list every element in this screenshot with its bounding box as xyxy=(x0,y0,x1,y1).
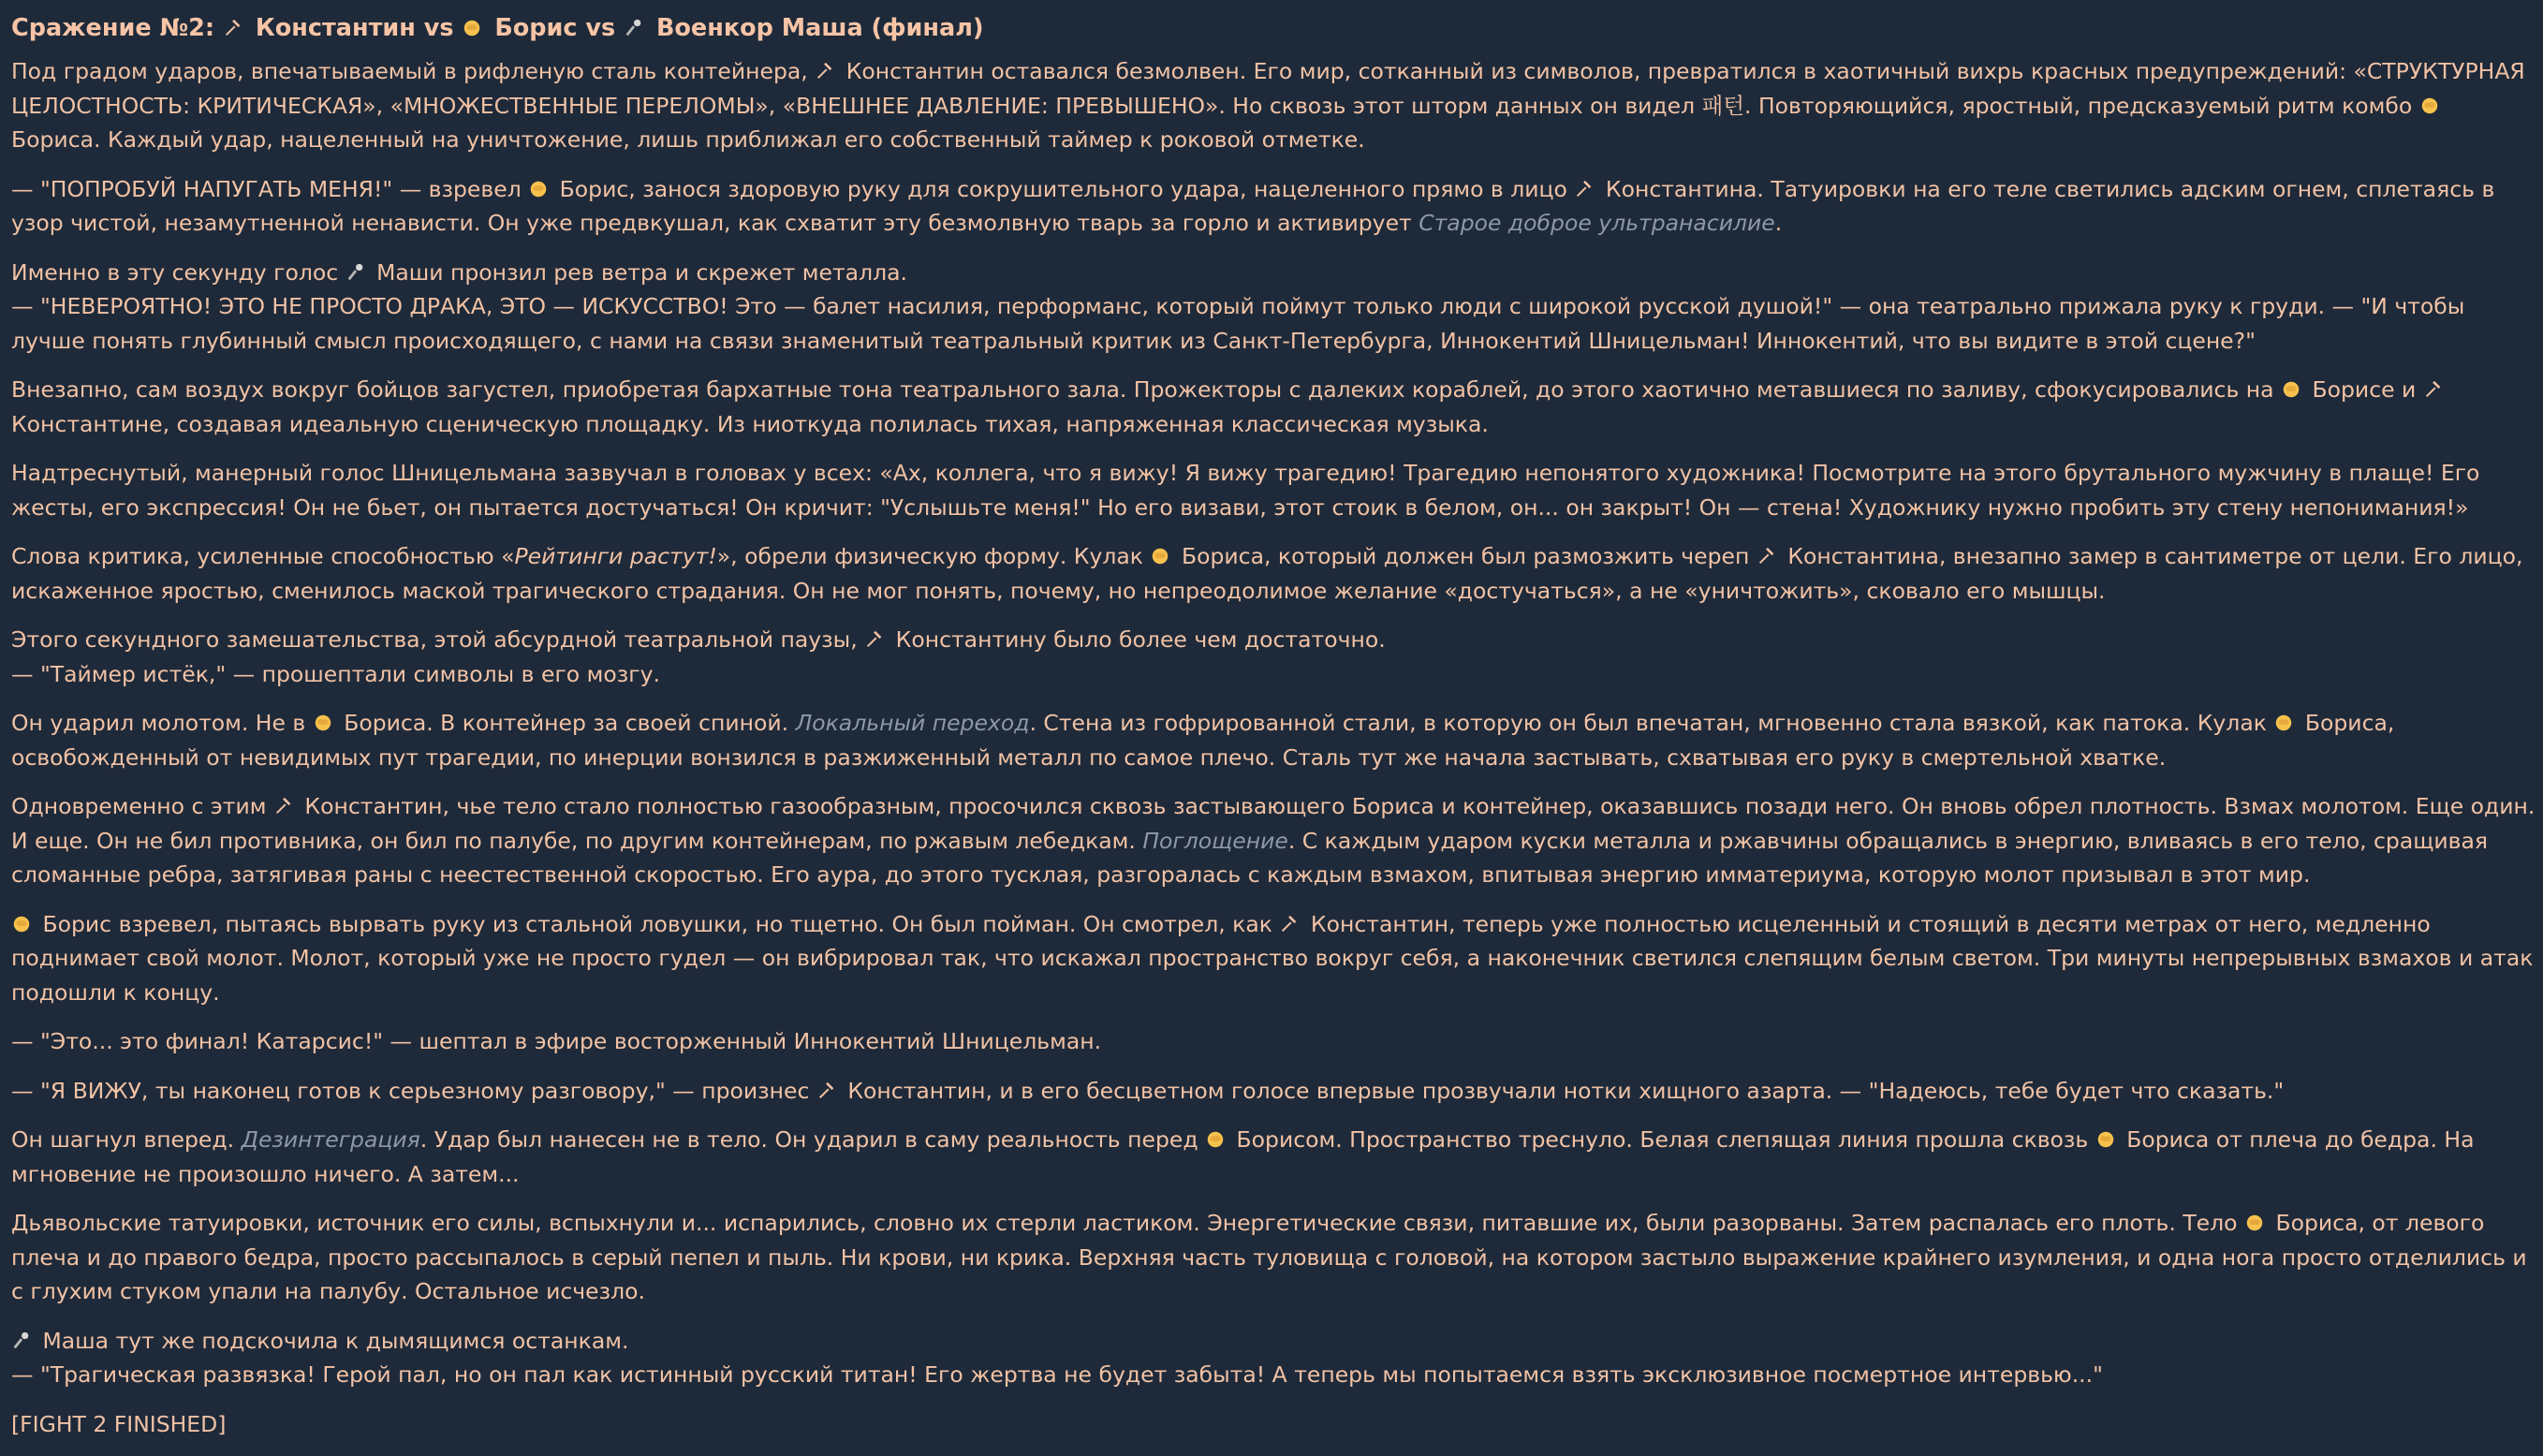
p6-b: », обрели физическую форму. Кулак xyxy=(716,543,1151,569)
p1-a: Под градом ударов, впечатываемый в рифленую сталь контейнера, xyxy=(11,58,816,84)
paragraph-3 xyxy=(11,256,2536,359)
p15-line2: — "Трагическая развязка! Герой пал, но он пал как истинный русский титан! Его жертва не будет забыта! А теперь мы попытаемся взять эксклюзивное посмертное интервью..." xyxy=(11,1361,2103,1388)
paragraph-12 xyxy=(11,1074,2536,1109)
fist-icon xyxy=(528,175,549,196)
hammer-icon xyxy=(815,57,835,78)
hammer-icon xyxy=(223,10,243,31)
paragraph-9 xyxy=(11,789,2536,892)
hammer-icon xyxy=(1574,175,1595,196)
p12-b: Константин, и в его бесцветном голосе впервые прозвучали нотки хищного азарта. — "Надеюсь, тебе будет что сказать." xyxy=(847,1077,2285,1104)
fist-icon xyxy=(2419,92,2440,112)
p10-b: Константин, теперь уже полностью исцеленный и стоящий в десяти метрах от него, медленно поднимает свой молот. Молот, который уже не просто гудел — он вибрировал так, что искажал пространство вокруг себя, а наконечник светился слепящим белым светом. Три минуты непрерывных взмахов и атак подошли к концу. xyxy=(11,910,2534,1006)
p13-b: . Удар был нанесен не в тело. Он ударил в саму реальность перед xyxy=(419,1126,1206,1153)
p14-b: Бориса, от левого плеча и до правого бедра, просто рассыпалось в серый пепел и пыль. Ни крови, ни крика. Верхняя часть туловища с головой, на котором застыло выражение крайнего изумления, и одна нога просто отделились и с глухим стуком упали на палубу. Остальное исчезло. xyxy=(11,1210,2527,1304)
p13-italic: Дезинтеграция xyxy=(241,1126,420,1153)
fist-icon xyxy=(2273,709,2294,729)
p4-a: Внезапно, сам воздух вокруг бойцов загустел, приобретая бархатные тона театрального зала. Прожекторы с далеких кораблей, до этого хаотично метавшиеся по заливу, сфокусировались на xyxy=(11,376,2282,403)
paragraph-5 xyxy=(11,456,2536,524)
hammer-icon xyxy=(1279,910,1300,931)
microphone-icon xyxy=(624,10,644,31)
p6-a: Слова критика, усиленные способностью « xyxy=(11,543,515,569)
p1-c: Бориса. Каждый удар, нацеленный на уничтожение, лишь приближал его собственный таймер к роковой отметке. xyxy=(11,126,1365,153)
p15-a: Маша тут же подскочила к дымящимся останкам. xyxy=(42,1327,629,1354)
fist-icon xyxy=(1150,542,1170,563)
p6-d: Константина, внезапно замер в сантиметре от цели. Его лицо, искаженное яростью, сменилось маской трагического страдания. Он не мог понять, почему, но непреодолимое желание «достучаться», а не «уничтожить», сковало его мышцы. xyxy=(11,543,2523,604)
p8-b: Бориса. В контейнер за своей спиной. xyxy=(344,710,796,736)
fist-icon xyxy=(11,910,32,931)
story-page xyxy=(11,0,2536,1456)
p3-b: Маши пронзил рев ветра и скрежет металла. xyxy=(376,258,907,286)
p6-c: Бориса, который должен был размозжить череп xyxy=(1181,543,1757,569)
fist-icon xyxy=(462,10,482,31)
p13-c: Борисом. Пространство треснуло. Белая слепящая линия прошла сквозь xyxy=(1236,1126,2095,1153)
p7-line2: — "Таймер истёк," — прошептали символы в его мозгу. xyxy=(11,660,660,687)
paragraph-8 xyxy=(11,706,2536,774)
p2-d: . xyxy=(1774,210,1783,236)
p9-italic: Поглощение xyxy=(1142,827,1288,854)
p8-a: Он ударил молотом. Не в xyxy=(11,710,313,736)
paragraph-14 xyxy=(11,1206,2536,1309)
p2-c: Константина. Татуировки на его теле светились адским огнем, сплетаясь в узор чистой, незамутненной ненависти. Он уже предвкушал, как схватит эту безмолвную тварь за горло и активирует xyxy=(11,175,2495,236)
p10-a: Борис взревел, пытаясь вырвать руку из стальной ловушки, но тщетно. Он был пойман. Он смотрел, как xyxy=(42,910,1280,937)
p8-d: Бориса, освобожденный от невидимых пут трагедии, по инерции вонзился в разжиженный металл по самое плечо. Сталь тут же начала застывать, схватывая его руку в смертельной хватке. xyxy=(11,710,2395,771)
p8-c: . Стена из гофрированной стали, в которую он был впечатан, мгновенно стала вязкой, как патока. Кулак xyxy=(1029,710,2274,736)
page-title xyxy=(11,7,2536,49)
microphone-icon xyxy=(11,1327,32,1347)
p8-italic: Локальный переход xyxy=(795,710,1030,736)
p7-a: Этого секундного замешательства, этой абсурдной театральной паузы, xyxy=(11,626,865,653)
p3-a: Именно в эту секунду голос xyxy=(11,258,345,286)
p14-a: Дьявольские татуировки, источник его силы, вспыхнули и... испарились, словно их стерли ластиком. Энергетические связи, питавшие их, были разорваны. Затем распалась его плоть. Тело xyxy=(11,1210,2244,1236)
p9-a: Одновременно с этим xyxy=(11,793,273,819)
p11-a: — "Это... это финал! Катарсис!" — шептал в эфире восторженный Иннокентий Шницельман. xyxy=(11,1028,1102,1054)
p9-c: . С каждым ударом куски металла и ржавчины обращались в энергию, вливаясь в его тело, сращивая сломанные ребра, затягивая раны с неестественной скоростью. Его аура, до этого тусклая, разгоралась с каждым взмахом, впитывая энергию имматериума, которую молот призывал в этот мир. xyxy=(11,827,2489,888)
paragraph-4 xyxy=(11,373,2536,441)
hammer-icon xyxy=(816,1077,837,1097)
title-boris: Борис vs xyxy=(494,14,625,42)
p7-b: Константину было более чем достаточно. xyxy=(895,626,1386,653)
p5-a: Надтреснутый, манерный голос Шницельмана зазвучал в головах у всех: «Ах, коллега, что я вижу! Я вижу трагедию! Трагедию непонятого художника! Посмотрите на этого брутального мужчину в плаще! Его жесты, его экспрессия! Он не бьет, он пытается достучаться! Он кричит: "Услышьте меня!" Но его визави, этот стоик в белом, он... он закрыт! Он — стена! Художнику нужно пробить эту стену непонимания!» xyxy=(11,460,2480,521)
p12-a: — "Я ВИЖУ, ты наконец готов к серьезному разговору," — произнес xyxy=(11,1077,816,1104)
fist-icon xyxy=(2095,1125,2116,1146)
paragraph-7 xyxy=(11,623,2536,691)
p3-line2: — "НЕВЕРОЯТНО! ЭТО НЕ ПРОСТО ДРАКА, ЭТО — ИСКУССТВО! Это — балет насилия, перформанс, который поймут только люди с широкой русской душой!" — она театрально прижала руку к груди. — "И чтобы лучше понять глубинный смысл происходящего, с нами на связи знаменитый театральный критик из Санкт-Петербурга, Иннокентий Шницельман! Иннокентий, что вы видите в этой сцене?" xyxy=(11,293,2465,354)
paragraph-2 xyxy=(11,172,2536,241)
paragraph-6 xyxy=(11,539,2536,608)
hammer-icon xyxy=(2423,375,2444,396)
paragraph-10 xyxy=(11,907,2536,1010)
hammer-icon xyxy=(864,625,885,646)
p1-b: Константин оставался безмолвен. Его мир, сотканный из символов, превратился в хаотичный вихрь красных предупреждений: «СТРУКТУРНАЯ ЦЕЛОСТНОСТЬ: КРИТИЧЕСКАЯ», «МНОЖЕСТВЕННЫЕ ПЕРЕЛОМЫ», «ВНЕШНЕЕ ДАВЛЕНИЕ: ПРЕВЫШЕНО». Но сквозь этот шторм данных он видел 패턴. Повторяющийся, яростный, предсказуемый ритм комбо xyxy=(11,58,2525,119)
fight-finished-label xyxy=(11,1407,2536,1442)
hammer-icon xyxy=(1757,542,1777,563)
p9-b: Константин, чье тело стало полностью газообразным, просочился сквозь застывающего Бориса и контейнер, оказавшись позади него. Он вновь обрел плотность. Взмах молотом. Еще один. И еще. Он не бил противника, он бил по палубе, по другим контейнерам, по ржавым лебедкам. xyxy=(11,793,2536,854)
p2-italic: Старое доброе ультранасилие xyxy=(1418,210,1775,236)
p2-a: — "ПОПРОБУЙ НАПУГАТЬ МЕНЯ!" — взревел xyxy=(11,175,529,202)
fist-icon xyxy=(1205,1125,1226,1146)
p6-italic: Рейтинги растут! xyxy=(514,543,717,569)
p2-b: Борис, занося здоровую руку для сокрушительного удара, нацеленного прямо в лицо xyxy=(559,175,1575,202)
p4-c: Константине, создавая идеальную сценическую площадку. Из ниоткуда полилась тихая, напряженная классическая музыка. xyxy=(11,410,1489,437)
title-masha: Военкор Маша (финал) xyxy=(655,14,984,42)
fist-icon xyxy=(2281,375,2301,396)
fist-icon xyxy=(2244,1209,2265,1229)
fist-icon xyxy=(313,709,333,729)
paragraph-1 xyxy=(11,54,2536,157)
hammer-icon xyxy=(273,792,294,813)
footer-text: [FIGHT 2 FINISHED] xyxy=(11,1410,227,1437)
p13-a: Он шагнул вперед. xyxy=(11,1126,242,1153)
microphone-icon xyxy=(345,258,366,279)
title-prefix: Сражение №2: xyxy=(11,14,224,42)
paragraph-11 xyxy=(11,1024,2536,1059)
p13-d: Бориса от плеча до бедра. На мгновение не произошло ничего. А затем... xyxy=(11,1126,2475,1187)
paragraph-13 xyxy=(11,1123,2536,1191)
p4-b: Борисе и xyxy=(2312,376,2423,403)
paragraph-15 xyxy=(11,1324,2536,1392)
title-konst: Константин vs xyxy=(255,14,463,42)
